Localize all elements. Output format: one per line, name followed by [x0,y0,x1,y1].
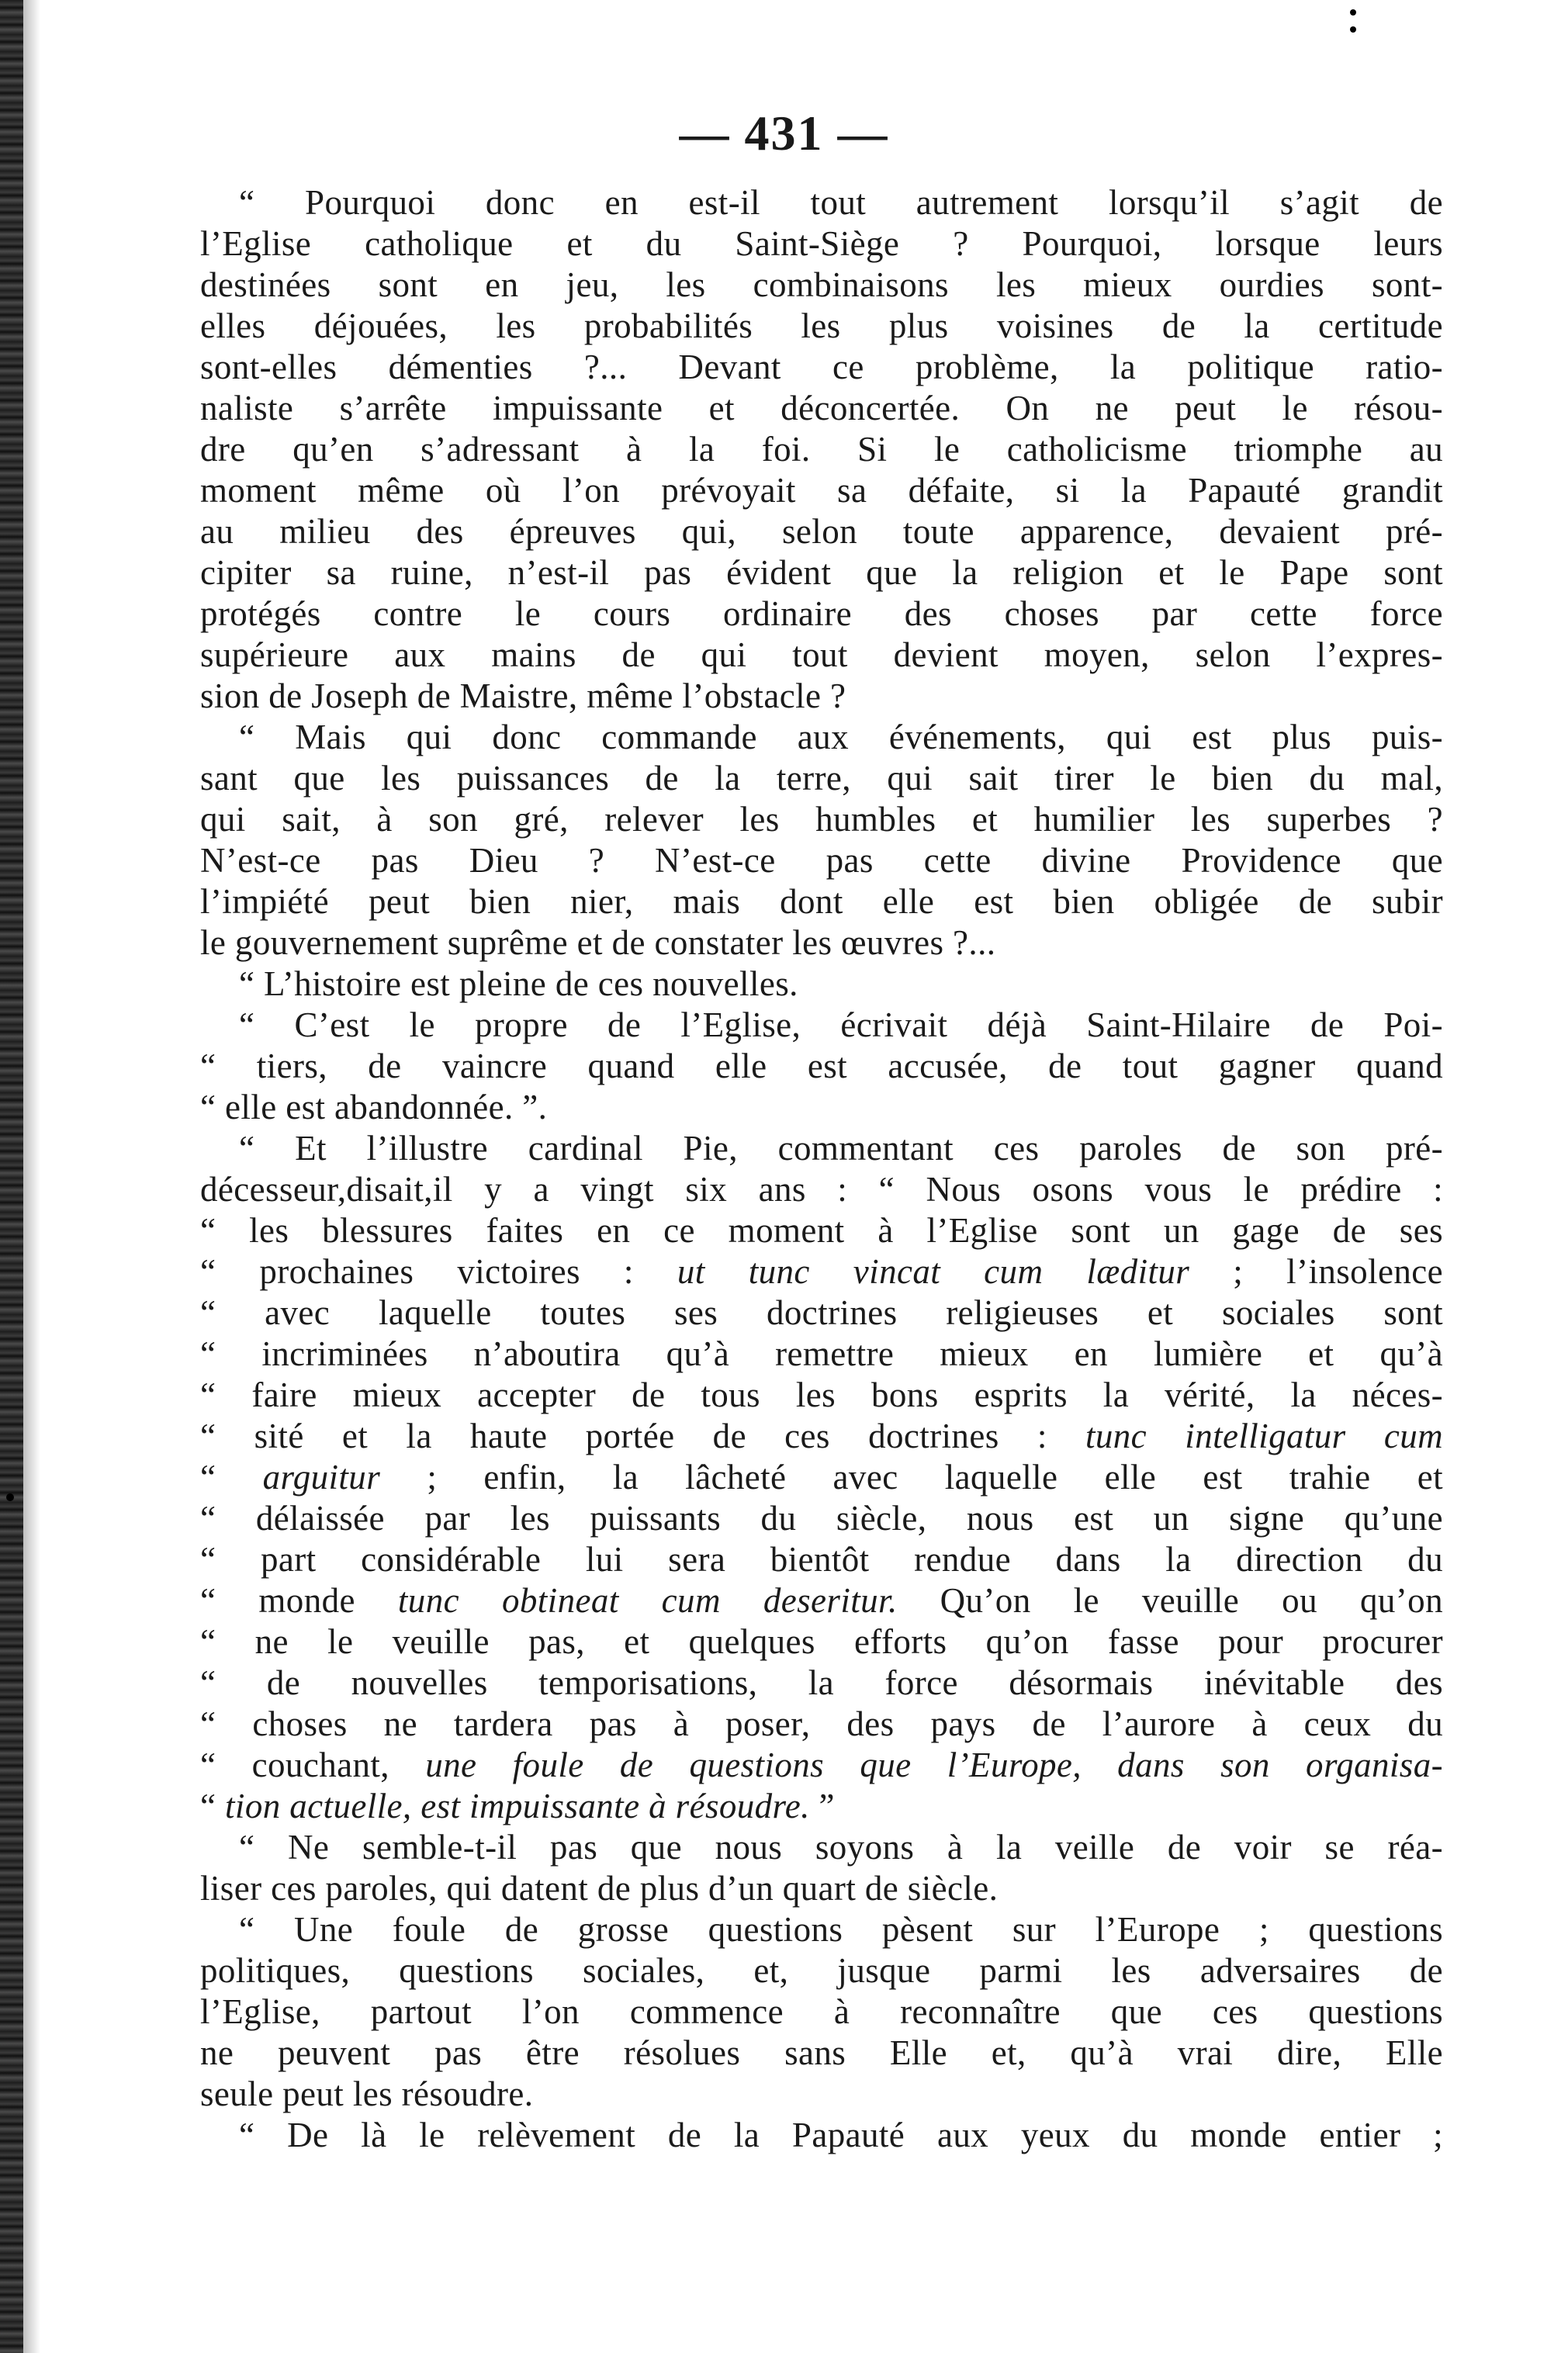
text-run: politiques, questions sociales, et, jusque parmi les adversaires de [200,1951,1443,1990]
text-line: sont-elles démenties ?... Devant ce problème, la politique ratio- [200,348,1443,386]
text-run: “ sité et la haute portée de ces doctrines : [200,1417,1085,1455]
text-line: “ Pourquoi donc en est-il tout autrement lorsqu’il s’agit de [239,183,1443,222]
text-line: moment même où l’on prévoyait sa défaite, si la Papauté grandit [200,471,1443,510]
text-line [200,2115,1443,2156]
text-line [200,1621,1443,1663]
text-line: destinées sont en jeu, les combinaisons les mieux ourdies sont- [200,265,1443,304]
corner-mark [1350,26,1356,33]
text-run: “ [200,1787,226,1825]
text-line: l’Eglise catholique et du Saint-Siège ? Pourquoi, lorsque leurs [200,224,1443,263]
text-line: “ les blessures faites en ce moment à l’Eglise sont un gage de ses [200,1211,1443,1250]
text-line [200,1457,1443,1498]
text-line: le gouvernement suprême et de constater les œuvres ?... [200,923,996,962]
body-text [200,182,1443,2156]
text-run: “ incriminées n’aboutira qu’à remettre mieux en lumière et qu’à [200,1334,1443,1373]
text-line: “ C’est le propre de l’Eglise, écrivait déjà Saint-Hilaire de Poi- [239,1005,1443,1044]
text-line: protégés contre le cours ordinaire des choses par cette force [200,594,1443,633]
text-line [200,2074,1443,2115]
text-run: “ De là le relèvement de la Papauté aux yeux du monde entier ; [239,2116,1443,2154]
text-line: dre qu’en s’adressant à la foi. Si le catholicisme triomphe au [200,430,1443,469]
text-line [200,1909,1443,1950]
text-line: supérieure aux mains de qui tout devient moyen, selon l’expres- [200,635,1443,674]
text-run: “ Une foule de grosse questions pèsent sur l’Europe ; questions [239,1910,1443,1949]
binding-edge [0,0,23,2353]
text-run: l’Eglise, partout l’on commence à reconnaître que ces questions [200,1992,1443,2031]
text-run: “ prochaines victoires : [200,1252,677,1291]
text-run: “ monde [200,1581,398,1620]
text-line [200,1991,1443,2033]
text-line: “ Et l’illustre cardinal Pie, commentant ces paroles de son pré- [239,1129,1443,1168]
text-run: “ avec laquelle toutes ses doctrines religieuses et sociales sont [200,1293,1443,1332]
text-line: au milieu des épreuves qui, selon toute apparence, devaient pré- [200,512,1443,551]
text-run: “ délaissée par les puissants du siècle, nous est un signe qu’une [200,1499,1443,1538]
text-line: sion de Joseph de Maistre, même l’obstacle ? [200,676,846,715]
text-run: “ faire mieux accepter de tous les bons esprits la vérité, la néces- [200,1375,1443,1414]
text-run: “ [200,1458,263,1497]
text-line: sant que les puissances de la terre, qui sait tirer le bien du mal, [200,759,1443,798]
text-line [200,1745,1443,1786]
text-run: liser ces paroles, qui datent de plus d’un quart de siècle. [200,1869,999,1908]
text-line: l’impiété peut bien nier, mais dont elle est bien obligée de subir [200,882,1443,921]
italic-latin-text: ut tunc vincat cum læditur [677,1252,1190,1291]
text-line: “ tiers, de vaincre quand elle est accusée, de tout gagner quand [200,1047,1443,1085]
text-line: naliste s’arrête impuissante et déconcertée. On ne peut le résou- [200,389,1443,427]
text-line [200,1663,1443,1704]
text-run: ; l’insolence [1189,1252,1443,1291]
text-run: “ part considérable lui sera bientôt rendue dans la direction du [200,1540,1443,1579]
text-line [200,1950,1443,1991]
text-line: “ elle est abandonnée. ”. [200,1088,548,1126]
italic-latin-text: arguitur [262,1458,381,1497]
text-run: ” [809,1787,835,1825]
text-line: “ L’histoire est pleine de ces nouvelles. [239,964,798,1003]
edge-mark [6,1493,14,1501]
text-line [200,1580,1443,1621]
text-line [200,1868,1443,1909]
italic-latin-text: une foule de questions que l’Europe, dans son organisa- [425,1746,1443,1784]
text-line [200,1251,1443,1292]
text-run: seule peut les résoudre. [200,2074,534,2113]
binding-shadow [23,0,40,2353]
text-line [200,1416,1443,1457]
italic-latin-text: tion actuelle, est impuissante à résoudre. [225,1787,810,1825]
text-line [200,1375,1443,1416]
text-line [200,1498,1443,1539]
text-line: décesseur,disait,il y a vingt six ans : “ Nous osons vous le prédire : [200,1170,1443,1209]
italic-latin-text: tunc intelligatur cum [1085,1417,1443,1455]
text-run: Qu’on le veuille ou qu’on [897,1581,1443,1620]
text-line: elles déjouées, les probabilités les plus voisines de la certitude [200,306,1443,345]
corner-mark [1350,9,1356,16]
text-line [200,1786,1443,1827]
text-run: “ de nouvelles temporisations, la force désormais inévitable des [200,1663,1443,1702]
text-line [200,1827,1443,1868]
page-number: — 431 — [679,106,889,161]
text-line: qui sait, à son gré, relever les humbles et humilier les superbes ? [200,800,1443,839]
text-line [200,2033,1443,2074]
text-run: “ couchant, [200,1746,426,1784]
text-line: “ Mais qui donc commande aux événements, qui est plus puis- [239,718,1443,756]
text-line [200,1292,1443,1334]
text-run: “ Ne semble-t-il pas que nous soyons à la veille de voir se réa- [239,1828,1443,1867]
text-line: N’est-ce pas Dieu ? N’est-ce pas cette divine Providence que [200,841,1443,880]
text-line [200,1704,1443,1745]
italic-latin-text: tunc obtineat cum deseritur. [397,1581,898,1620]
text-line: cipiter sa ruine, n’est-il pas évident que la religion et le Pape sont [200,553,1443,592]
text-run: “ ne le veuille pas, et quelques efforts qu’on fasse pour procurer [200,1622,1443,1661]
text-run: ; enfin, la lâcheté avec laquelle elle est trahie et [380,1458,1443,1497]
text-line [200,1334,1443,1375]
text-line [200,1539,1443,1580]
text-run: ne peuvent pas être résolues sans Elle et, qu’à vrai dire, Elle [200,2033,1443,2072]
text-run: “ choses ne tardera pas à poser, des pays de l’aurore à ceux du [200,1704,1443,1743]
